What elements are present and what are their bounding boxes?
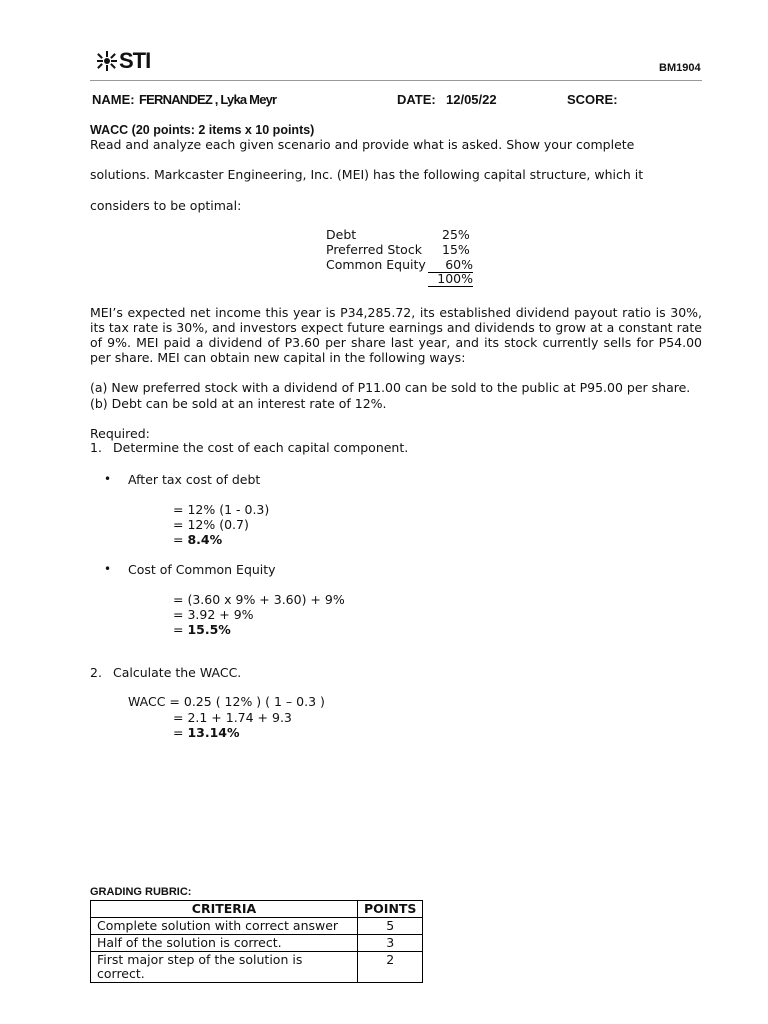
name-label: NAME: [92, 92, 135, 107]
intro-line-1: Read and analyze each given scenario and provide what is asked. Show your complete [90, 137, 635, 152]
q1-number: 1. [90, 440, 102, 455]
table-row [91, 952, 423, 983]
course-code: BM1904 [659, 62, 701, 74]
cap-value-debt: 25% [442, 227, 470, 242]
required-label: Required: [90, 426, 150, 441]
score-label: SCORE: [567, 92, 618, 107]
name-value: FERNANDEZ , Lyka Meyr [139, 92, 277, 107]
intro-line-2: solutions. Markcaster Engineering, Inc. (MEI) has the following capital structure, which it [90, 167, 644, 182]
wacc-answer: = 13.14% [173, 725, 240, 740]
criteria-cell: Half of the solution is correct. [91, 935, 358, 952]
rubric-title: GRADING RUBRIC: [90, 886, 192, 898]
wacc-formula: WACC = 0.25 ( 12% ) ( 1 – 0.3 ) [128, 694, 325, 709]
option-a: (a) New preferred stock with a dividend of P11.00 can be sold to the public at P95.00 per share. [90, 380, 691, 395]
date-label: DATE: [397, 92, 436, 107]
table-row [91, 918, 423, 935]
bullet-icon: • [104, 472, 112, 486]
equity-heading: Cost of Common Equity [128, 562, 276, 577]
section-title: WACC (20 points: 2 items x 10 points) [90, 123, 315, 137]
bullet-icon: • [104, 562, 112, 576]
q2-text: Calculate the WACC. [113, 665, 242, 680]
cap-total: 100% [428, 272, 473, 287]
q2-number: 2. [90, 665, 102, 680]
q1-text: Determine the cost of each capital component. [113, 440, 409, 455]
intro-line-3: considers to be optimal: [90, 198, 242, 213]
equity-answer: = 15.5% [173, 622, 231, 637]
cap-label-equity: Common Equity [326, 257, 426, 272]
sti-logo-icon [96, 50, 118, 72]
cap-value-equity: 60% [428, 257, 473, 273]
cap-value-preferred: 15% [442, 242, 470, 257]
scenario-paragraph: MEI’s expected net income this year is P34,285.72, its established dividend payout ratio is 30%, its tax rate is 30%, and investors expect future earnings and dividends to grow at a constant rate of 9%. MEI paid a dividend of P3.60 per share last year, and its stock currently sells for P54.00 per share. MEI can obtain new capital in the following ways: [90, 305, 702, 365]
cap-label-debt: Debt [326, 227, 357, 242]
equity-step-2: = 3.92 + 9% [173, 607, 254, 622]
table-row [91, 935, 423, 952]
debt-answer: = 8.4% [173, 532, 223, 547]
logo-text: STI [119, 48, 151, 73]
wacc-step: = 2.1 + 1.74 + 9.3 [173, 710, 292, 725]
rubric-header-row [91, 901, 423, 918]
points-header: POINTS [358, 901, 423, 918]
equity-step-1: = (3.60 x 9% + 3.60) + 9% [173, 592, 345, 607]
date-value: 12/05/22 [446, 92, 497, 107]
cap-label-preferred: Preferred Stock [326, 242, 422, 257]
option-b: (b) Debt can be sold at an interest rate of 12%. [90, 396, 387, 411]
criteria-cell: First major step of the solution is correct. [91, 952, 358, 983]
criteria-cell: Complete solution with correct answer [91, 918, 358, 935]
rubric-table [90, 900, 423, 983]
points-cell: 2 [358, 952, 423, 983]
debt-step-2: = 12% (0.7) [173, 517, 249, 532]
criteria-header: CRITERIA [91, 901, 358, 918]
debt-heading: After tax cost of debt [128, 472, 261, 487]
sti-logo [96, 48, 150, 74]
debt-step-1: = 12% (1 - 0.3) [173, 502, 270, 517]
header-divider [90, 80, 702, 81]
points-cell: 5 [358, 918, 423, 935]
points-cell: 3 [358, 935, 423, 952]
